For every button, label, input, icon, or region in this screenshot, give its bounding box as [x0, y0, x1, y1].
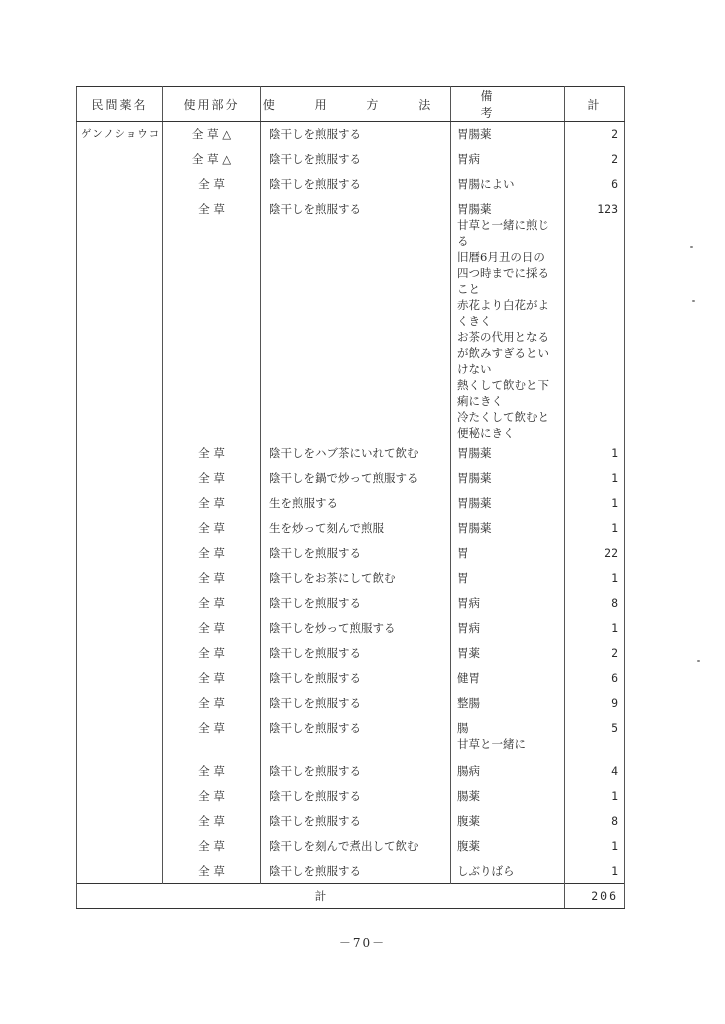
- total-label: 計: [77, 884, 565, 909]
- method-cell: 陰干しを煎服する: [261, 716, 451, 759]
- method-cell: 陰干しをハブ茶にいれて飲む: [261, 441, 451, 466]
- notes-cell: しぶりばら: [451, 859, 565, 884]
- count-cell: 1: [565, 834, 625, 859]
- method-cell: 陰干しを煎服する: [261, 122, 451, 147]
- count-cell: 1: [565, 466, 625, 491]
- page-number: －70－: [338, 936, 387, 950]
- header-method: 使 用 方 法: [261, 87, 451, 122]
- part-cell: 全 草: [163, 834, 261, 859]
- count-cell: 1: [565, 859, 625, 884]
- notes-cell: 腹薬: [451, 834, 565, 859]
- total-row: [77, 884, 625, 909]
- part-cell: 全 草: [163, 666, 261, 691]
- count-cell: 1: [565, 491, 625, 516]
- count-cell: 1: [565, 784, 625, 809]
- part-cell: 全 草: [163, 541, 261, 566]
- method-cell: 陰干しを煎服する: [261, 809, 451, 834]
- method-cell: 陰干しを鍋で炒って煎服する: [261, 466, 451, 491]
- count-cell: 4: [565, 759, 625, 784]
- notes-cell: 胃腸薬: [451, 441, 565, 466]
- part-cell: 全 草: [163, 641, 261, 666]
- notes-cell: 腸 甘草と一緒に: [451, 716, 565, 759]
- count-cell: 8: [565, 809, 625, 834]
- notes-cell: 胃病: [451, 616, 565, 641]
- part-cell: 全 草: [163, 784, 261, 809]
- notes-cell: 胃薬: [451, 641, 565, 666]
- method-cell: 陰干しを煎服する: [261, 641, 451, 666]
- notes-cell: 腹薬: [451, 809, 565, 834]
- scan-speck: [692, 300, 695, 302]
- method-cell: 陰干しをお茶にして飲む: [261, 566, 451, 591]
- part-cell: 全 草: [163, 859, 261, 884]
- method-cell: 陰干しを煎服する: [261, 759, 451, 784]
- count-cell: 1: [565, 616, 625, 641]
- count-cell: 1: [565, 516, 625, 541]
- notes-cell: 胃腸薬: [451, 122, 565, 147]
- scan-speck: [697, 660, 700, 662]
- method-cell: 陰干しを煎服する: [261, 859, 451, 884]
- herbal-remedy-table: [76, 86, 625, 909]
- remedy-name: ゲンノショウコ: [77, 122, 163, 884]
- total-count: 206: [565, 884, 625, 909]
- scan-speck: [690, 246, 693, 248]
- count-cell: 2: [565, 147, 625, 172]
- method-cell: 陰干しを炒って煎服する: [261, 616, 451, 641]
- count-cell: 1: [565, 566, 625, 591]
- table-body: [77, 122, 625, 884]
- notes-cell: 胃腸薬 甘草と一緒に煎じ る 旧暦6月丑の日の 四つ時までに採る こと 赤花より白花がよ くきく お茶の代用となる が飲みすぎるとい けない 熱くして飲むと下 痢にきく 冷たくして飲むと 便秘にきく: [451, 197, 565, 441]
- method-cell: 陰干しを煎服する: [261, 172, 451, 197]
- part-cell: 全 草: [163, 691, 261, 716]
- method-cell: 生を煎服する: [261, 491, 451, 516]
- notes-cell: 胃腸薬: [451, 466, 565, 491]
- part-cell: 全 草 △: [163, 147, 261, 172]
- part-cell: 全 草: [163, 809, 261, 834]
- count-cell: 2: [565, 122, 625, 147]
- method-cell: 陰干しを煎服する: [261, 666, 451, 691]
- count-cell: 22: [565, 541, 625, 566]
- count-cell: 9: [565, 691, 625, 716]
- notes-cell: 胃腸薬: [451, 491, 565, 516]
- method-cell: 生を炒って刻んで煎服: [261, 516, 451, 541]
- header-part: 使用部分: [163, 87, 261, 122]
- method-cell: 陰干しを煎服する: [261, 591, 451, 616]
- part-cell: 全 草: [163, 466, 261, 491]
- method-cell: 陰干しを刻んで煮出して飲む: [261, 834, 451, 859]
- part-cell: 全 草: [163, 566, 261, 591]
- notes-cell: 腸薬: [451, 784, 565, 809]
- part-cell: 全 草: [163, 197, 261, 441]
- header-name: 民間薬名: [77, 87, 163, 122]
- notes-cell: 胃腸薬: [451, 516, 565, 541]
- count-cell: 6: [565, 666, 625, 691]
- part-cell: 全 草 △: [163, 122, 261, 147]
- count-cell: 5: [565, 716, 625, 759]
- notes-cell: 胃病: [451, 591, 565, 616]
- part-cell: 全 草: [163, 441, 261, 466]
- method-cell: 陰干しを煎服する: [261, 784, 451, 809]
- table-header-row: [77, 87, 625, 122]
- notes-cell: 胃病: [451, 147, 565, 172]
- part-cell: 全 草: [163, 516, 261, 541]
- part-cell: 全 草: [163, 759, 261, 784]
- notes-cell: 胃: [451, 566, 565, 591]
- notes-cell: 胃腸によい: [451, 172, 565, 197]
- count-cell: 6: [565, 172, 625, 197]
- part-cell: 全 草: [163, 491, 261, 516]
- notes-cell: 腸病: [451, 759, 565, 784]
- count-cell: 2: [565, 641, 625, 666]
- notes-cell: 胃: [451, 541, 565, 566]
- method-cell: 陰干しを煎服する: [261, 197, 451, 441]
- method-cell: 陰干しを煎服する: [261, 147, 451, 172]
- header-count: 計: [565, 87, 625, 122]
- count-cell: 123: [565, 197, 625, 441]
- part-cell: 全 草: [163, 716, 261, 759]
- part-cell: 全 草: [163, 172, 261, 197]
- count-cell: 1: [565, 441, 625, 466]
- notes-cell: 整腸: [451, 691, 565, 716]
- notes-cell: 健胃: [451, 666, 565, 691]
- table-row: [77, 122, 625, 147]
- part-cell: 全 草: [163, 616, 261, 641]
- method-cell: 陰干しを煎服する: [261, 691, 451, 716]
- header-notes: 備 考: [451, 87, 565, 122]
- count-cell: 8: [565, 591, 625, 616]
- part-cell: 全 草: [163, 591, 261, 616]
- method-cell: 陰干しを煎服する: [261, 541, 451, 566]
